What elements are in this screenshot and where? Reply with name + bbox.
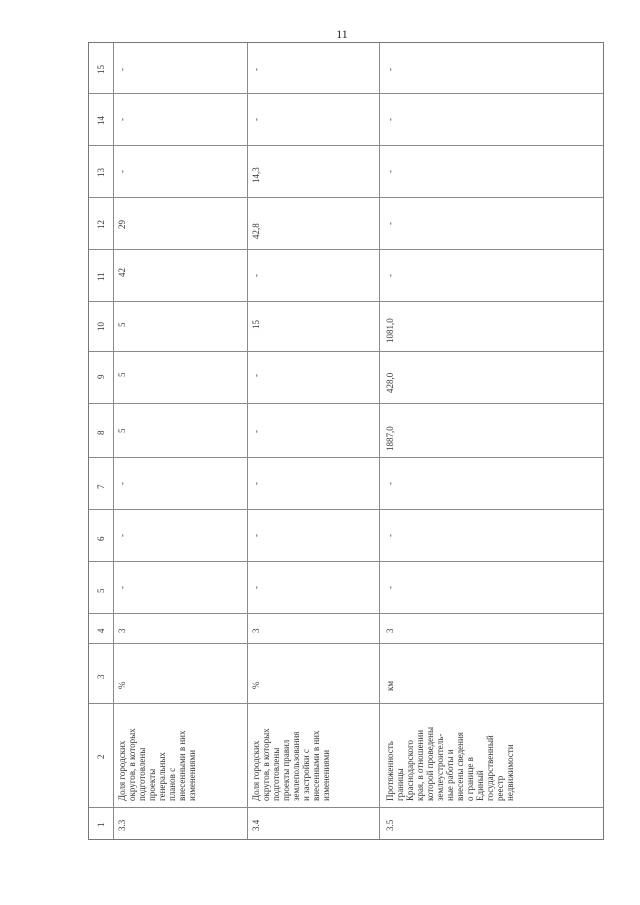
column-separator [89, 643, 603, 644]
row-unit: % [251, 681, 261, 689]
column-separator [89, 457, 603, 458]
column-number: 13 [96, 168, 106, 177]
cell-value: - [385, 482, 395, 485]
column-separator [89, 351, 603, 352]
column-number: 9 [96, 374, 106, 379]
column-number: 6 [96, 536, 106, 541]
column-number: 11 [96, 272, 106, 281]
cell-value: - [251, 534, 261, 537]
row-separator [379, 43, 380, 839]
cell-value: 3 [251, 628, 261, 633]
cell-value: - [251, 118, 261, 121]
column-separator [89, 403, 603, 404]
column-number: 10 [96, 322, 106, 331]
cell-value: - [117, 170, 127, 173]
row-unit: % [117, 681, 127, 689]
cell-value: - [385, 118, 395, 121]
cell-value: 3 [385, 628, 395, 633]
column-separator [89, 509, 603, 510]
cell-value: - [385, 586, 395, 589]
cell-value: - [251, 586, 261, 589]
row-id: 3.5 [385, 819, 395, 831]
cell-value: 1887,0 [385, 426, 395, 451]
row-name: Протяженность границы Краснодарского края, в отношении которой проведены землеустроитель- ные работы и внесены сведения о границе в Единый государственный реестр недвижимости [385, 726, 515, 801]
cell-value: 42,8 [251, 223, 261, 239]
column-number: 5 [96, 588, 106, 593]
cell-value: 1081,0 [385, 318, 395, 343]
rotated-indicator-table [88, 42, 604, 840]
column-separator [89, 197, 603, 198]
cell-value: 29 [117, 220, 127, 229]
cell-value: 3 [117, 628, 127, 633]
column-separator [89, 301, 603, 302]
row-name: Доля городских округов, в которых подготовлены проекты генеральных планов с внесенными в них изменениями [117, 728, 197, 801]
column-number: 14 [96, 116, 106, 125]
cell-value: - [385, 222, 395, 225]
column-separator [89, 807, 603, 808]
column-separator [89, 613, 603, 614]
column-number: 12 [96, 220, 106, 229]
column-separator [89, 561, 603, 562]
column-separator [89, 93, 603, 94]
cell-value: 5 [117, 372, 127, 377]
column-number: 7 [96, 484, 106, 489]
page-number: 11 [336, 27, 348, 41]
column-number: 3 [96, 674, 106, 679]
cell-value: - [251, 68, 261, 71]
cell-value: 5 [117, 428, 127, 433]
cell-value: - [117, 586, 127, 589]
cell-value: - [117, 534, 127, 537]
cell-value: - [251, 482, 261, 485]
cell-value: - [251, 374, 261, 377]
cell-value: - [385, 274, 395, 277]
row-id: 3.4 [251, 819, 261, 831]
cell-value: - [385, 68, 395, 71]
column-separator [89, 703, 603, 704]
cell-value: 14,3 [251, 167, 261, 183]
column-number: 4 [96, 628, 106, 633]
cell-value: - [117, 482, 127, 485]
row-name: Доля городских округов, в которых подготовлены проекты правил землепользования и застройки с внесенными в них изменениями [251, 728, 331, 801]
row-unit: км [385, 680, 395, 691]
cell-value: - [117, 118, 127, 121]
column-number: 15 [96, 65, 106, 74]
cell-value: 428,0 [385, 372, 395, 393]
cell-value: 5 [117, 322, 127, 327]
row-separator [247, 43, 248, 839]
row-id: 3.3 [117, 819, 127, 831]
column-number: 1 [96, 822, 106, 827]
cell-value: - [385, 170, 395, 173]
cell-value: - [251, 274, 261, 277]
row-separator [113, 43, 114, 839]
cell-value: - [117, 68, 127, 71]
column-number: 2 [96, 754, 106, 759]
cell-value: - [251, 430, 261, 433]
cell-value: 42 [117, 268, 127, 277]
column-number: 8 [96, 430, 106, 435]
cell-value: 15 [251, 320, 261, 329]
column-separator [89, 145, 603, 146]
column-separator [89, 249, 603, 250]
cell-value: - [385, 534, 395, 537]
